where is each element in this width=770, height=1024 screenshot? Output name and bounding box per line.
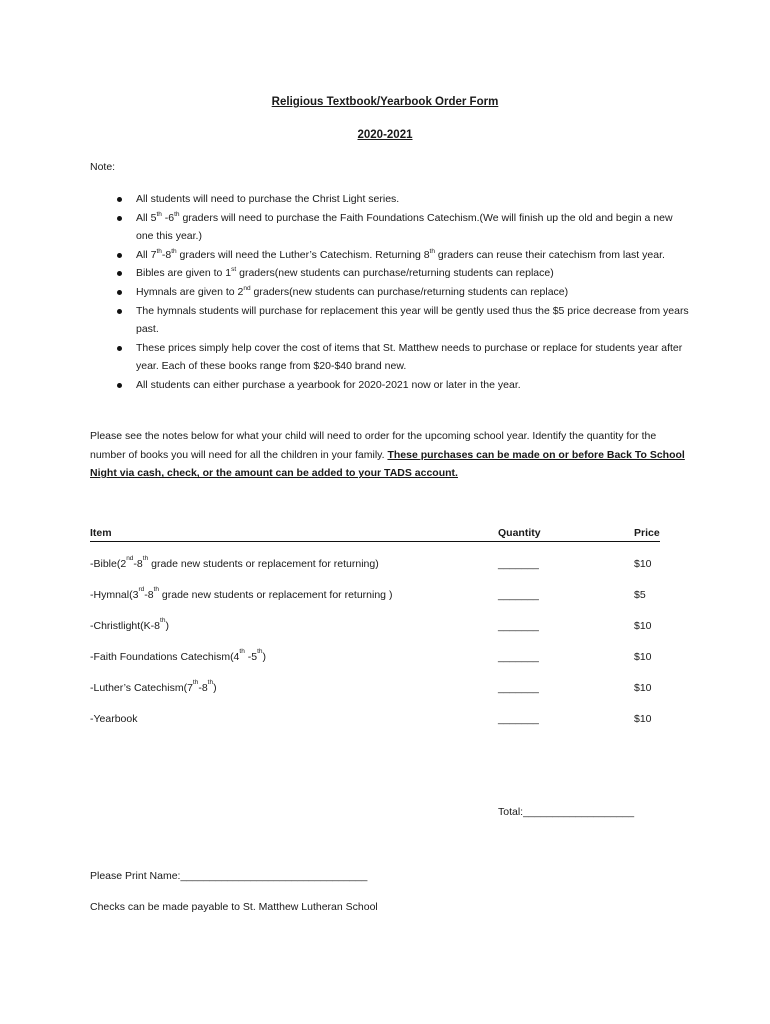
- bullet-icon: [117, 383, 122, 388]
- price-hymnal: $5: [634, 589, 646, 601]
- price-faith-foundations: $10: [634, 651, 652, 663]
- payment-deadline-note: These purchases can be made on or before Back To School Night via cash, check, or the amount can be added to your TADS account.: [90, 448, 685, 480]
- item-luthers-catechism: -Luther’s Catechism(7th-8th): [90, 679, 217, 694]
- bullet-icon: [117, 216, 122, 221]
- quantity-field-faith-foundations[interactable]: _______: [498, 651, 539, 663]
- col-header-quantity: Quantity: [498, 527, 541, 539]
- note-item: Hymnals are given to 2nd graders(new students can purchase/returning students can replace): [90, 283, 690, 302]
- note-item: All 7th-8th graders will need the Luther’s Catechism. Returning 8th graders can reuse their catechism from last year.: [90, 246, 690, 265]
- total-field[interactable]: Total:___________________: [498, 806, 635, 818]
- note-item: The hymnals students will purchase for replacement this year will be gently used thus the $5 price decrease from years past.: [90, 302, 690, 339]
- quantity-field-christlight[interactable]: _______: [498, 620, 539, 632]
- price-luthers-catechism: $10: [634, 682, 652, 694]
- col-header-price: Price: [634, 527, 660, 539]
- quantity-field-luthers-catechism[interactable]: _______: [498, 682, 539, 694]
- print-name-field[interactable]: Please Print Name:________________________________: [90, 870, 368, 882]
- note-item: Bibles are given to 1st graders(new students can purchase/returning students can replace): [90, 264, 690, 283]
- item-bible: -Bible(2nd-8th grade new students or replacement for returning): [90, 555, 379, 570]
- bullet-icon: [117, 271, 122, 276]
- form-title: Religious Textbook/Yearbook Order Form: [271, 96, 499, 108]
- checks-payable-note: Checks can be made payable to St. Matthew Lutheran School: [90, 901, 378, 913]
- item-hymnal: -Hymnal(3rd-8th grade new students or replacement for returning ): [90, 586, 393, 601]
- quantity-field-yearbook[interactable]: _______: [498, 713, 539, 725]
- note-item: All 5th -6th graders will need to purchase the Faith Foundations Catechism.(We will finish up the old and begin a new one this year.): [90, 209, 690, 246]
- bullet-icon: [117, 290, 122, 295]
- notes-list: [90, 190, 690, 395]
- note-item: These prices simply help cover the cost of items that St. Matthew needs to purchase or replace for students year after year. Each of these books range from $20-$40 brand new.: [90, 339, 690, 376]
- bullet-icon: [117, 309, 122, 314]
- note-item: All students can either purchase a yearbook for 2020-2021 now or later in the year.: [90, 376, 690, 395]
- bullet-icon: [117, 197, 122, 202]
- item-faith-foundations: -Faith Foundations Catechism(4th -5th): [90, 648, 267, 663]
- price-christlight: $10: [634, 620, 652, 632]
- quantity-field-hymnal[interactable]: _______: [498, 589, 539, 601]
- item-yearbook: -Yearbook: [90, 713, 138, 725]
- quantity-field-bible[interactable]: _______: [498, 558, 539, 570]
- note-label: Note:: [90, 161, 116, 173]
- header-underline: [90, 541, 660, 542]
- col-header-item: Item: [90, 527, 112, 539]
- price-bible: $10: [634, 558, 652, 570]
- bullet-icon: [117, 253, 122, 258]
- instructions-paragraph: Please see the notes below for what your child will need to order for the upcoming school year. Identify the quantity for the number of books you will need for all the children in your family. These purchases can be made on or before Back To School Night via cash, check, or the amount can be added to your TADS account.: [90, 430, 685, 480]
- price-yearbook: $10: [634, 713, 652, 725]
- item-christlight: -Christlight(K-8th): [90, 617, 169, 632]
- bullet-icon: [117, 346, 122, 351]
- note-item: All students will need to purchase the Christ Light series.: [90, 190, 690, 209]
- school-year: 2020-2021: [357, 129, 413, 141]
